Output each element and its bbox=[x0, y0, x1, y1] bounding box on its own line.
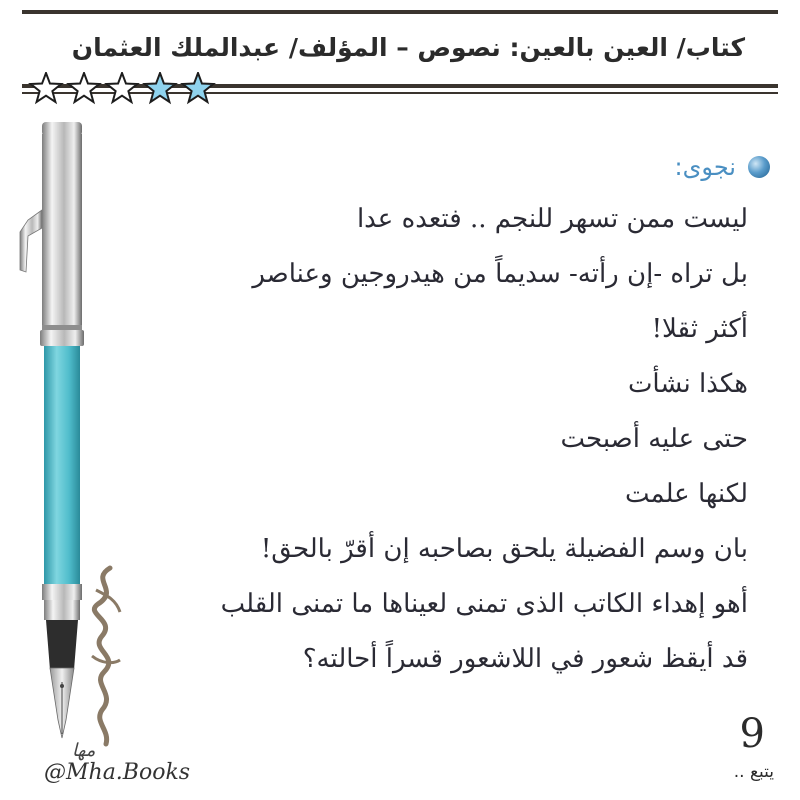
poem-line: أكثر ثقلا! bbox=[651, 314, 748, 344]
poem-line: قد أيقظ شعور في اللاشعور قسراً أحالته؟ bbox=[302, 644, 748, 674]
poem-line: لكنها علمت bbox=[625, 479, 748, 509]
star-empty-icon bbox=[107, 73, 137, 102]
star-filled-icon bbox=[183, 73, 213, 102]
star-empty-icon bbox=[69, 73, 99, 102]
poem-text bbox=[108, 192, 748, 687]
speaker-label: نجوى: bbox=[674, 153, 736, 181]
poem-line: حتى عليه أصبحت bbox=[560, 424, 748, 454]
top-rule bbox=[22, 10, 778, 14]
poem-line: أهو إهداء الكاتب الذى تمنى لعيناها ما تمنى القلب bbox=[220, 589, 748, 619]
star-filled-icon bbox=[145, 73, 175, 102]
author-signature-name: مها bbox=[72, 740, 96, 761]
rating-stars bbox=[28, 72, 238, 106]
poem-line: ليست ممن تسهر للنجم .. فتعده عدا bbox=[356, 204, 748, 234]
social-handle: @Mha.Books bbox=[44, 760, 191, 785]
poem-line: هكذا نشأت bbox=[627, 369, 748, 399]
book-title: كتاب/ العين بالعين: نصوص – المؤلف/ عبدالملك العثمان bbox=[71, 33, 745, 62]
blue-sphere-bullet-icon bbox=[748, 156, 770, 178]
poem-line: بان وسم الفضيلة يلحق بصاحبه إن أقرّ بالحق! bbox=[260, 534, 748, 564]
poem-line: بل تراه -إن رأته- سديماً من هيدروجين وعناصر bbox=[252, 259, 748, 289]
continued-label: يتبع .. bbox=[733, 762, 774, 782]
star-empty-icon bbox=[31, 73, 61, 102]
page-number: 9 bbox=[739, 711, 765, 757]
